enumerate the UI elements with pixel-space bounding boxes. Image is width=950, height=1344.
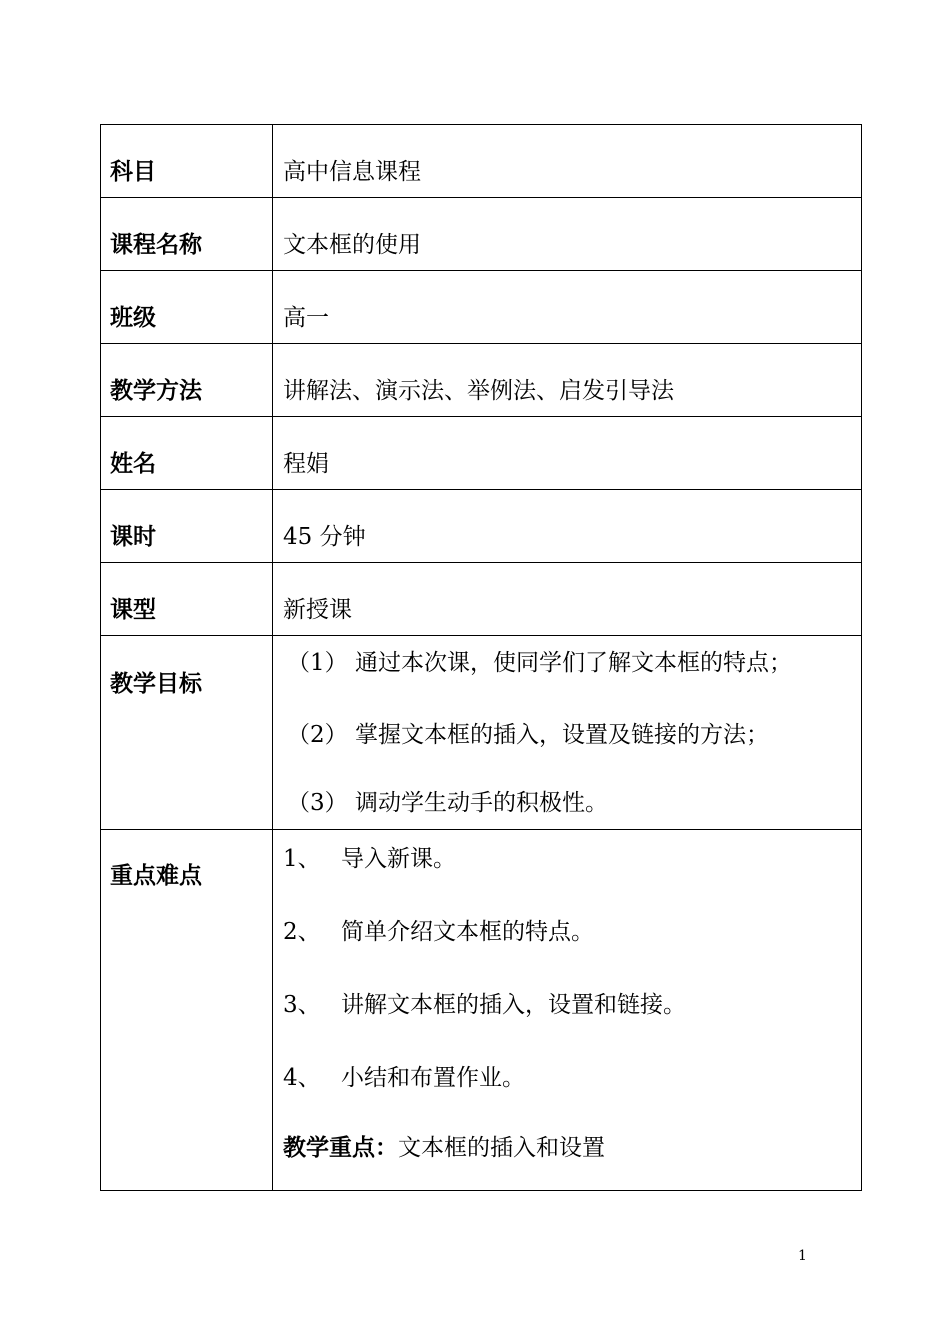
label-cell (101, 830, 273, 1191)
key-point-text: 小结和布置作业。 (341, 1065, 525, 1091)
value-cell (273, 490, 862, 563)
duration-label: 课时 (110, 524, 156, 550)
teaching-emphasis-label: 教学重点： (283, 1135, 398, 1161)
value-cell (273, 125, 862, 198)
name-label: 姓名 (110, 451, 156, 477)
teaching-emphasis (273, 1092, 861, 1162)
table-row-name (101, 417, 862, 490)
key-point-text: 导入新课。 (341, 846, 456, 872)
teaching-method-value: 讲解法、演示法、举例法、启发引导法 (283, 378, 674, 404)
label-cell (101, 198, 273, 271)
teaching-method-label: 教学方法 (110, 378, 202, 404)
table-row-lesson-type (101, 563, 862, 636)
lesson-type-label: 课型 (110, 597, 156, 623)
teaching-emphasis-text: 文本框的插入和设置 (398, 1135, 605, 1161)
label-cell (101, 344, 273, 417)
table-row-subject (101, 125, 862, 198)
key-point-text: 讲解文本框的插入，设置和链接。 (341, 992, 686, 1018)
label-cell (101, 563, 273, 636)
value-cell (273, 636, 862, 830)
key-point-number: 4、 (283, 1065, 321, 1091)
lesson-type-value: 新授课 (283, 597, 352, 623)
page-number: 1 (798, 1248, 807, 1264)
value-cell (273, 344, 862, 417)
label-cell (101, 271, 273, 344)
goal-item: （3） 调动学生动手的积极性。 (287, 790, 608, 816)
key-point-item (273, 946, 861, 1019)
table-row-course-name (101, 198, 862, 271)
value-cell (273, 271, 862, 344)
value-cell (273, 198, 862, 271)
class-label: 班级 (110, 305, 156, 331)
table-row-teaching-method (101, 344, 862, 417)
label-cell (101, 636, 273, 830)
key-point-item (273, 1019, 861, 1092)
duration-value: 45 分钟 (283, 524, 366, 550)
key-point-number: 2、 (283, 919, 321, 945)
class-value: 高一 (283, 305, 329, 331)
lesson-plan-table (100, 124, 862, 1191)
key-point-text: 简单介绍文本框的特点。 (341, 919, 594, 945)
key-point-item (273, 830, 861, 873)
goal-item: （1） 通过本次课，使同学们了解文本框的特点； (287, 650, 792, 676)
teaching-goals-label: 教学目标 (110, 671, 202, 697)
table-row-duration (101, 490, 862, 563)
key-point-number: 1、 (283, 846, 321, 872)
label-cell (101, 417, 273, 490)
subject-label: 科目 (110, 159, 156, 185)
course-name-value: 文本框的使用 (283, 232, 421, 258)
course-name-label: 课程名称 (110, 232, 202, 258)
subject-value: 高中信息课程 (283, 159, 421, 185)
value-cell (273, 563, 862, 636)
key-point-number: 3、 (283, 992, 321, 1018)
value-cell (273, 830, 862, 1191)
key-point-item (273, 873, 861, 946)
label-cell (101, 125, 273, 198)
label-cell (101, 490, 273, 563)
table-row-class (101, 271, 862, 344)
key-points-label: 重点难点 (110, 863, 202, 889)
table-row-teaching-goals (101, 636, 862, 830)
name-value: 程娟 (283, 451, 329, 477)
goal-item: （2） 掌握文本框的插入，设置及链接的方法； (287, 722, 769, 748)
value-cell (273, 417, 862, 490)
table-row-key-points (101, 830, 862, 1191)
